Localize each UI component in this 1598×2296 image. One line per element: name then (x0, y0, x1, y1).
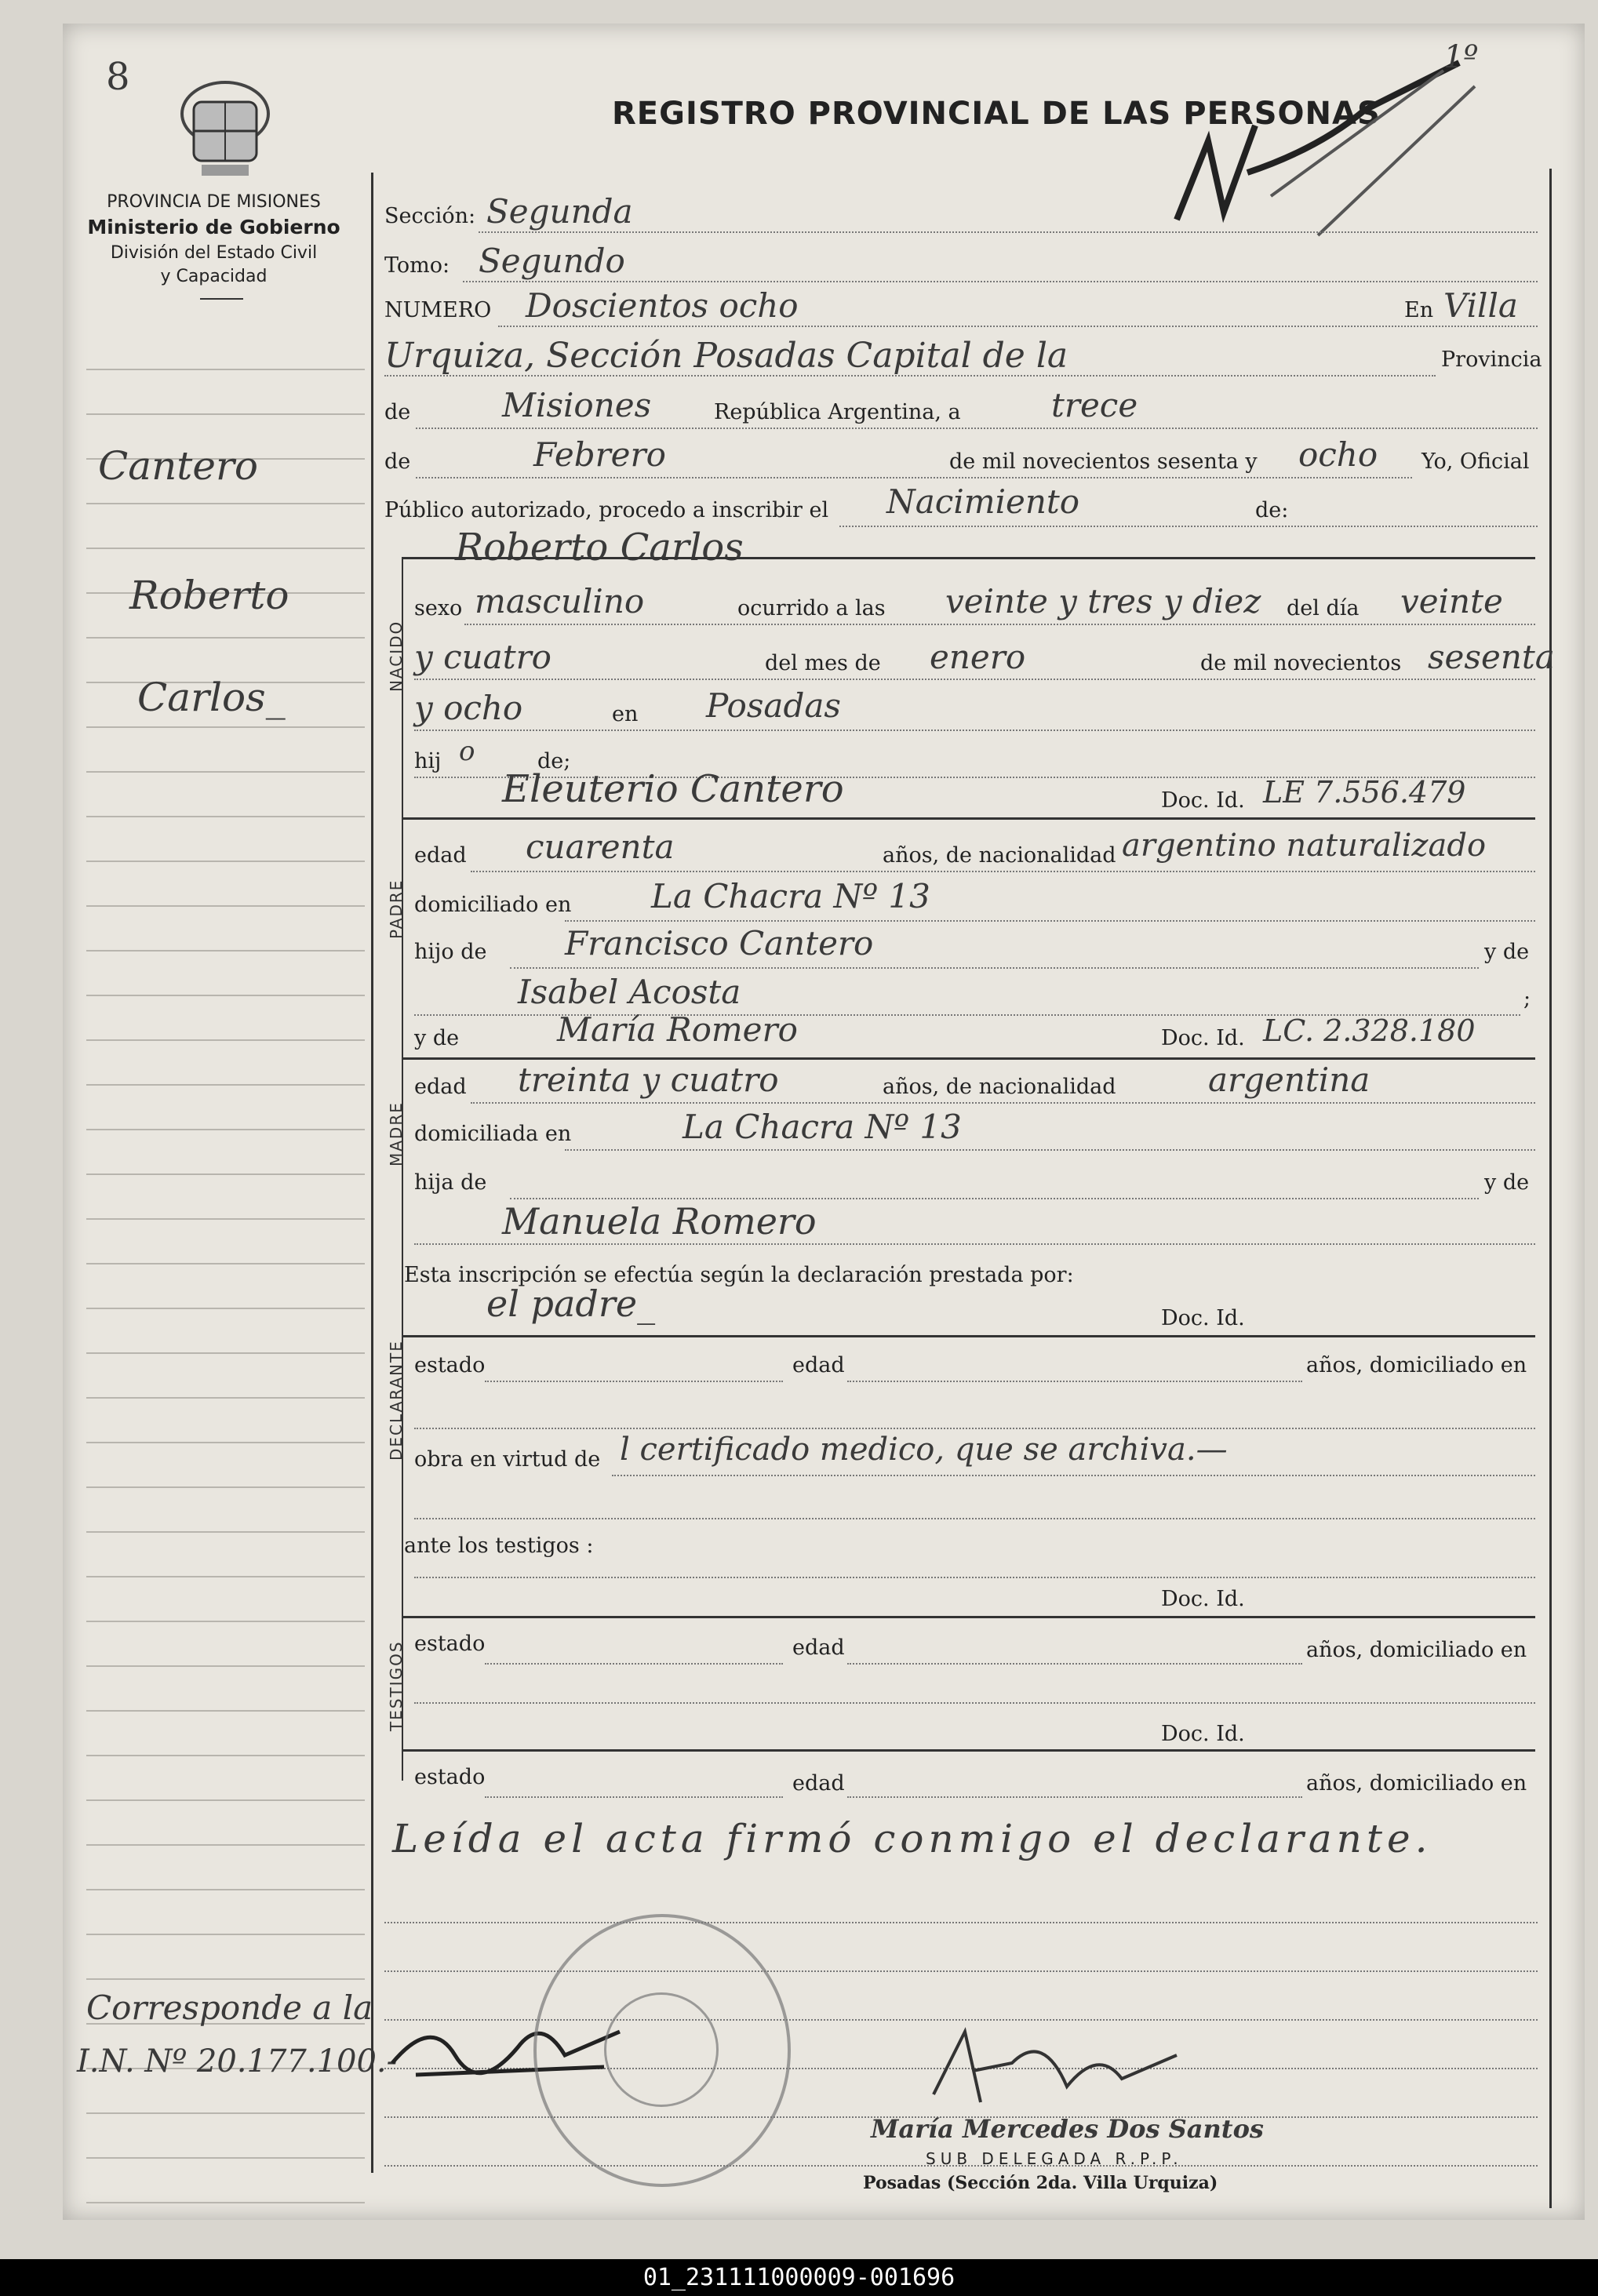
de-label: de (384, 400, 411, 424)
margin-ruled-line (86, 1442, 365, 1443)
padre-yde-label: y de (1484, 940, 1530, 964)
margin-ruled-line (86, 1218, 365, 1220)
anio-value-2: y ocho (414, 689, 523, 727)
margin-ruled-line (86, 1397, 365, 1399)
provincia-value: Misiones (502, 386, 652, 424)
testigo2-estado-label: estado (414, 1765, 486, 1789)
padre-nac-label: años, de nacionalidad (883, 843, 1116, 868)
en-label-nacido: en (612, 702, 639, 726)
hij-suffix: o (459, 736, 475, 767)
year-value: ocho (1298, 435, 1378, 474)
margin-ruled-line (86, 2112, 365, 2114)
declarante-edad-label: edad (792, 1353, 845, 1377)
dot-line (565, 920, 1535, 922)
yo-label: Yo, Oficial (1421, 449, 1530, 474)
margin-ruled-line (86, 1934, 365, 1935)
padre-doc-value: LE 7.556.479 (1263, 775, 1466, 810)
rule-testigo2 (402, 1749, 1535, 1752)
divider (200, 298, 243, 300)
padre-nombre: Eleuterio Cantero (502, 767, 844, 811)
mil-label: de mil novecientos sesenta y (949, 449, 1258, 474)
margin-note-corresponde: Corresponde a la (86, 1989, 373, 2027)
frame-left-line (371, 173, 373, 2173)
tomo-value: Segundo (479, 242, 625, 280)
madre-dom-value: La Chacra Nº 13 (683, 1108, 962, 1146)
declarante-estado-label: estado (414, 1353, 486, 1377)
rule-testigos-top (402, 1616, 1535, 1618)
margin-ruled-line (86, 1084, 365, 1086)
dia-value-2: y cuatro (414, 638, 551, 676)
publico-label: Público autorizado, procedo a inscribir el (384, 498, 829, 522)
padre-dom-value: La Chacra Nº 13 (651, 877, 930, 915)
padre-dom-label: domiciliado en (414, 893, 572, 917)
margin-ruled-line (86, 905, 365, 907)
closing-ruled-line (384, 1922, 1538, 1923)
margin-ruled-line (86, 1710, 365, 1712)
testigo1-edad-label: edad (792, 1636, 845, 1660)
margin-ruled-line (86, 503, 365, 504)
dot-line (414, 679, 1535, 680)
de-colon-label: de: (1255, 498, 1289, 522)
margin-ruled-line (86, 1576, 365, 1577)
padre-semicolon: ; (1523, 987, 1531, 1011)
madre-madre-value: Manuela Romero (502, 1200, 817, 1243)
padre-edad-label: edad (414, 843, 467, 868)
dot-line (839, 526, 1538, 527)
declarante-section-label: DECLARANTE (387, 1340, 406, 1461)
margin-ruled-line (86, 2157, 365, 2159)
margin-ruled-line (86, 1173, 365, 1175)
dot-line (384, 375, 1436, 377)
margin-ruled-line (86, 1531, 365, 1533)
seccion-label: Sección: (384, 204, 476, 228)
republica-label: República Argentina, a (714, 400, 961, 424)
margin-ruled-line (86, 816, 365, 817)
margin-name2: Carlos_ (137, 675, 286, 720)
signature-scribble-icon (1161, 55, 1491, 259)
child-name-value: Roberto Carlos (455, 526, 744, 569)
madre-doc-label: Doc. Id. (1161, 1026, 1245, 1050)
margin-ruled-line (86, 1486, 365, 1488)
acto-value: Nacimiento (886, 482, 1080, 521)
month-value: Febrero (533, 435, 666, 474)
declarante-obra-value: l certificado medico, que se archiva.— (620, 1432, 1228, 1468)
margin-ruled-line (86, 1889, 365, 1890)
testigo2-dom-label: años, domiciliado en (1306, 1771, 1527, 1796)
register-page (63, 24, 1585, 2220)
padre-nac-value: argentino naturalizado (1122, 828, 1487, 864)
hij-label: hij (414, 749, 442, 773)
padre-hijo-label: hijo de (414, 940, 487, 964)
rule-declarante-top (402, 1335, 1535, 1337)
margin-ruled-line (86, 1129, 365, 1130)
declarante-doc-label: Doc. Id. (1161, 1306, 1245, 1330)
de-label-2: de (384, 449, 411, 474)
dot-line (479, 231, 1538, 233)
document-title: REGISTRO PROVINCIAL DE LAS PERSONAS (612, 96, 1381, 132)
testigo1-dom-label: años, domiciliado en (1306, 1638, 1527, 1662)
officer-name: María Mercedes Dos Santos (871, 2114, 1264, 2144)
page-number: 8 (106, 55, 130, 99)
dot-line (847, 1663, 1302, 1665)
madre-nac-label: años, de nacionalidad (883, 1075, 1116, 1099)
dot-line (471, 1102, 1535, 1104)
margin-note-id-number: I.N. Nº 20.177.100.- (77, 2043, 398, 2079)
margin-ruled-line (86, 1755, 365, 1756)
testigo2-edad-label: edad (792, 1771, 845, 1796)
testigos-intro: ante los testigos : (404, 1534, 594, 1558)
madre-edad-label: edad (414, 1075, 467, 1099)
dot-line (414, 730, 1535, 731)
anio-value: sesenta (1428, 638, 1555, 676)
dot-line (414, 1428, 1535, 1429)
margin-ruled-line (86, 2202, 365, 2203)
de-label-nacido: de; (537, 749, 571, 773)
dot-line (414, 1518, 1535, 1519)
division-label: División del Estado Civil (110, 243, 318, 263)
margin-ruled-line (86, 1665, 365, 1667)
dot-line (414, 1243, 1535, 1245)
margin-ruled-line (86, 950, 365, 952)
margin-ruled-line (86, 1978, 365, 1980)
hora-value: veinte y tres y diez (945, 582, 1261, 620)
dot-line (565, 1149, 1535, 1151)
margin-ruled-line (86, 995, 365, 996)
sexo-value: masculino (475, 582, 645, 620)
en-label: En (1404, 298, 1434, 322)
frame-right-line (1549, 169, 1552, 2208)
testigo1-estado-label: estado (414, 1632, 486, 1656)
en-value: Villa (1443, 286, 1518, 325)
tomo-label: Tomo: (384, 253, 450, 278)
margin-ruled-line (86, 1799, 365, 1801)
margin-ruled-line (86, 548, 365, 549)
province-label: PROVINCIA DE MISIONES (107, 192, 321, 212)
padre-madre-value: Isabel Acosta (518, 973, 741, 1011)
dot-line (847, 1796, 1302, 1798)
testigo1-doc-label: Doc. Id. (1161, 1587, 1245, 1611)
rule-nacido-top (402, 557, 1535, 559)
nacido-section-label: NACIDO (387, 620, 406, 692)
dia-value: veinte (1400, 582, 1503, 620)
madre-nac-value: argentina (1208, 1061, 1370, 1099)
madre-yde-label: y de (414, 1026, 460, 1050)
margin-ruled-line (86, 771, 365, 773)
del-dia-label: del día (1287, 596, 1360, 620)
rule-madre-top (402, 1057, 1535, 1060)
dot-line (416, 477, 1412, 478)
margin-name1: Roberto (129, 573, 289, 618)
mil-novecientos-label: de mil novecientos (1200, 651, 1402, 675)
madre-hija-label: hija de (414, 1170, 487, 1195)
margin-ruled-line (86, 1844, 365, 1846)
dot-line (510, 967, 1479, 969)
margin-ruled-line (86, 861, 365, 862)
margin-ruled-line (86, 1621, 365, 1622)
margin-ruled-line (86, 1308, 365, 1309)
margin-ruled-line (86, 413, 365, 415)
declarante-obra-label: obra en virtud de (414, 1447, 601, 1472)
padre-edad-value: cuarenta (526, 828, 675, 866)
padre-section-label: PADRE (387, 879, 406, 939)
corner-mark: 1º (1443, 39, 1479, 75)
dot-line (463, 281, 1538, 282)
dot-line (847, 1381, 1302, 1382)
madre-section-label: MADRE (387, 1101, 406, 1166)
madre-dom-label: domiciliada en (414, 1122, 572, 1146)
margin-ruled-line (86, 1263, 365, 1264)
margin-ruled-line (86, 726, 365, 728)
rule-padre-top (402, 817, 1535, 820)
officer-title: SUB DELEGADA R.P.P. (926, 2149, 1183, 2168)
dot-line (416, 428, 1538, 429)
madre-yde2-label: y de (1484, 1170, 1530, 1195)
margin-ruled-line (86, 369, 365, 370)
declarante-intro: Esta inscripción se efectúa según la declaración prestada por: (404, 1263, 1074, 1287)
padre-hijo-value: Francisco Cantero (565, 924, 874, 962)
dot-line (464, 624, 1535, 625)
day-value: trece (1051, 386, 1138, 424)
dot-line (498, 326, 1538, 327)
padre-doc-label: Doc. Id. (1161, 788, 1245, 813)
testigo2-doc-label: Doc. Id. (1161, 1722, 1245, 1746)
ministry-label: Ministerio de Gobierno (87, 216, 340, 238)
coat-of-arms-icon (174, 75, 276, 184)
seal-center-icon (604, 1992, 719, 2107)
provincia-label: Provincia (1441, 347, 1542, 372)
section-rule (402, 557, 403, 1781)
margin-ruled-line (86, 637, 365, 639)
madre-edad-value: treinta y cuatro (518, 1061, 779, 1099)
declarante-dom-label: años, domiciliado en (1306, 1353, 1527, 1377)
sexo-label: sexo (414, 596, 463, 620)
officer-signature-icon (918, 2016, 1200, 2118)
closing-statement: Leída el acta firmó conmigo el declarante. (392, 1816, 1432, 1861)
madre-doc-value: LC. 2.328.180 (1263, 1013, 1476, 1048)
dot-line (414, 1702, 1535, 1704)
declarante-nombre: el padre_ (486, 1283, 656, 1325)
margin-ruled-line (86, 1039, 365, 1041)
mes-value: enero (930, 638, 1026, 676)
dot-line (471, 871, 1535, 872)
place-value: Urquiza, Sección Posadas Capital de la (384, 336, 1068, 376)
capacity-label: y Capacidad (160, 267, 268, 286)
dot-line (510, 1198, 1479, 1199)
dot-line (485, 1796, 783, 1798)
file-id-bar: 01_231111000009-001696 (0, 2259, 1598, 2296)
margin-ruled-line (86, 1352, 365, 1354)
ocurrido-label: ocurrido a las (737, 596, 886, 620)
officer-place: Posadas (Sección 2da. Villa Urquiza) (863, 2173, 1218, 2193)
numero-label: NUMERO (384, 298, 492, 322)
margin-surname: Cantero (98, 443, 258, 489)
dot-line (485, 1381, 783, 1382)
lugar-value: Posadas (706, 686, 841, 725)
numero-value: Doscientos ocho (526, 286, 799, 325)
dot-line (485, 1663, 783, 1665)
seccion-value: Segunda (486, 192, 633, 231)
madre-nombre: María Romero (557, 1010, 798, 1049)
testigos-section-label: TESTIGOS (387, 1640, 406, 1731)
dot-line (414, 1577, 1535, 1578)
dot-line (612, 1475, 1535, 1476)
mes-label: del mes de (765, 651, 881, 675)
